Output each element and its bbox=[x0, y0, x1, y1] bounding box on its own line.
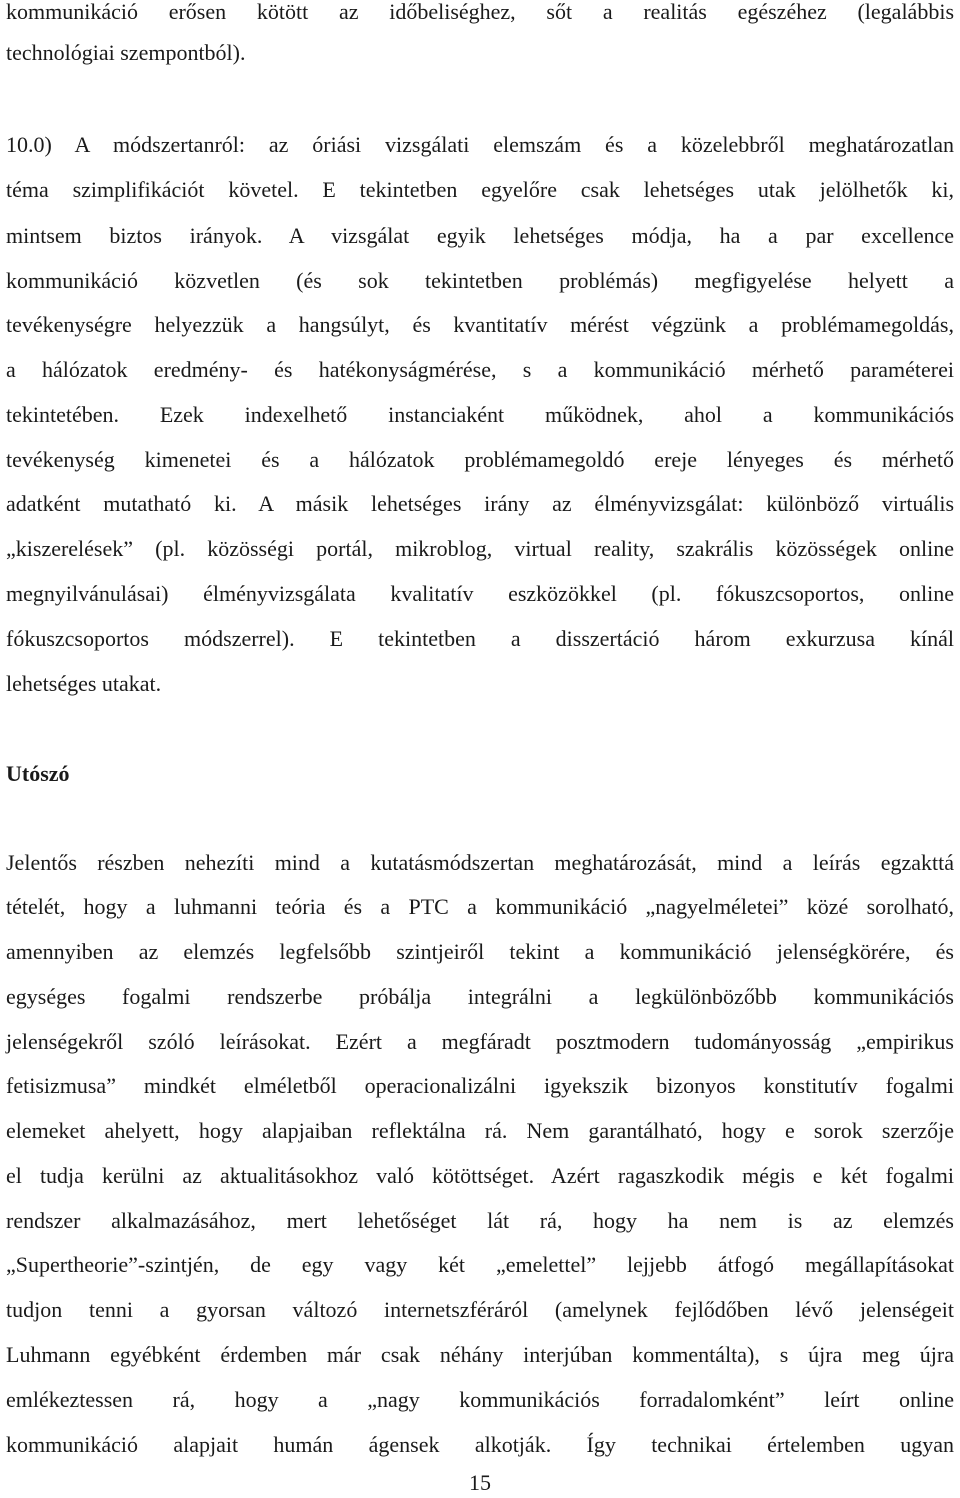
text-line: adatként mutatható ki. A másik lehetséges irány az élményvizsgálat: különböző virtuális bbox=[6, 491, 954, 516]
text-line: kommunikáció közvetlen (és sok tekintetben problémás) megfigyelése helyett a bbox=[6, 268, 954, 293]
text-line: fókuszcsoportos módszerrel). E tekintetben a disszertáció három exkurzusa kínál bbox=[6, 626, 954, 651]
text-line: „Supertheorie”-szintjén, de egy vagy két „emelettel” lejjebb átfogó megállapításokat bbox=[6, 1252, 954, 1277]
text-line: Jelentős részben nehezíti mind a kutatásmódszertan meghatározását, mind a leírás egzakttá bbox=[6, 850, 954, 875]
text-line: mintsem biztos irányok. A vizsgálat egyik lehetséges módja, ha a par excellence bbox=[6, 223, 954, 248]
text-line: megnyilvánulásai) élményvizsgálata kvalitatív eszközökkel (pl. fókuszcsoportos, online bbox=[6, 581, 954, 606]
text-line: rendszer alkalmazásához, mert lehetőséget lát rá, hogy ha nem is az elemzés bbox=[6, 1208, 954, 1233]
text-line: tekintetében. Ezek indexelhető instanciaként működnek, ahol a kommunikációs bbox=[6, 402, 954, 427]
text-line: tudjon tenni a gyorsan változó internetszféráról (amelynek fejlődőben lévő jelenségeit bbox=[6, 1297, 954, 1322]
text-line: kommunikáció erősen kötött az időbeliséghez, sőt a realitás egészéhez (legalábbis bbox=[6, 0, 954, 24]
text-line: jelenségekről szóló leírásokat. Ezért a megfáradt posztmodern tudományosság „empirikus bbox=[6, 1029, 954, 1054]
text-line: lehetséges utakat. bbox=[6, 671, 162, 696]
text-line: a hálózatok eredmény- és hatékonyságmérése, s a kommunikáció mérhető paraméterei bbox=[6, 357, 954, 382]
text-line: el tudja kerülni az aktualitásokhoz való kötöttséget. Azért ragaszkodik mégis e két fogalmi bbox=[6, 1163, 954, 1188]
text-line: elemeket ahelyett, hogy alapjaiban reflektálna rá. Nem garantálható, hogy e sorok szerzője bbox=[6, 1118, 954, 1143]
section-heading: Utószó bbox=[6, 761, 70, 786]
text-line: téma szimplifikációt követel. E tekintetben egyelőre csak lehetséges utak jelölhetők ki, bbox=[6, 177, 954, 202]
text-line: „kiszerelések” (pl. közösségi portál, mikroblog, virtual reality, szakrális közösségek online bbox=[6, 536, 954, 561]
page-number: 15 bbox=[469, 1470, 491, 1495]
text-line: tevékenység kimenetei és a hálózatok problémamegoldó ereje lényeges és mérhető bbox=[6, 447, 954, 472]
text-line: egységes fogalmi rendszerbe próbálja integrálni a legkülönbözőbb kommunikációs bbox=[6, 984, 954, 1009]
text-line: tevékenységre helyezzük a hangsúlyt, és kvantitatív mérést végzünk a problémamegoldás, bbox=[6, 312, 954, 337]
text-line: Luhmann egyébként érdemben már csak néhány interjúban kommentálta), s újra meg újra bbox=[6, 1342, 954, 1367]
text-line: kommunikáció alapjait humán ágensek alkotják. Így technikai értelemben ugyan bbox=[6, 1432, 954, 1457]
text-line: emlékeztessen rá, hogy a „nagy kommunikációs forradalomként” leírt online bbox=[6, 1387, 954, 1412]
text-line: amennyiben az elemzés legfelsőbb szintjeiről tekint a kommunikáció jelenségkörére, és bbox=[6, 939, 954, 964]
text-line: technológiai szempontból). bbox=[6, 40, 246, 65]
text-line: 10.0) A módszertanról: az óriási vizsgálati elemszám és a közelebbről meghatározatlan bbox=[6, 132, 954, 157]
text-line: tételét, hogy a luhmanni teória és a PTC a kommunikáció „nagyelméletei” közé sorolható, bbox=[6, 894, 954, 919]
text-line: fetisizmusa” mindkét elméletből operacionalizálni igyekszik bizonyos konstitutív fogalmi bbox=[6, 1073, 954, 1098]
